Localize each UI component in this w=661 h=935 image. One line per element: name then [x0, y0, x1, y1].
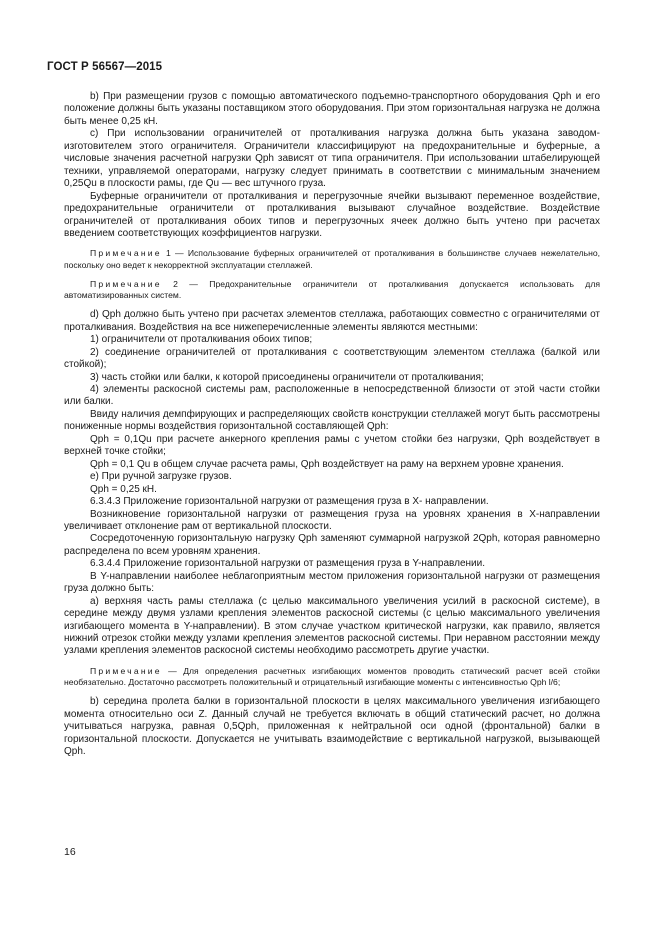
body-paragraph: e) При ручной загрузке грузов. — [90, 471, 232, 483]
note-text: 2 — Предохранительные ограничители от проталкивания допускается использовать для автоматизированных систем. — [64, 278, 600, 301]
body-paragraph: 1) ограничители от проталкивания обоих типов; — [90, 334, 313, 346]
body-paragraph: 4) элементы раскосной системы рам, расположенные в непосредственной близости от этой части стойки или балки. — [64, 383, 600, 408]
note-paragraph — [64, 248, 600, 270]
document-body — [64, 91, 600, 759]
note-paragraph — [64, 279, 600, 301]
body-paragraph: 3) часть стойки или балки, к которой присоединены ограничители от проталкивания; — [90, 371, 484, 383]
body-paragraph: Qph = 0,1Qu при расчете анкерного крепления рамы с учетом стойки без нагрузки, Qph воздействует в верхней точке стойки; — [64, 433, 600, 458]
body-paragraph: Qph = 0,1 Qu в общем случае расчета рамы, Qph воздействует на раму на верхнем уровне хранения. — [90, 458, 564, 470]
page-number: 16 — [64, 846, 76, 858]
body-paragraph: Qph = 0,25 кН. — [90, 483, 157, 495]
body-paragraph: 6.3.4.4 Приложение горизонтальной нагрузки от размещения груза в Y-направлении. — [90, 558, 485, 570]
body-paragraph: d) Qph должно быть учтено при расчетах элементов стеллажа, работающих совместно с ограничителями от проталкивания. Воздействия на все нижеперечисленные элементы являются местными: — [64, 309, 600, 333]
body-paragraph: 2) соединение ограничителей от проталкивания с соответствующим элементом стеллажа (балкой или стойкой); — [64, 346, 600, 371]
body-paragraph: Сосредоточенную горизонтальную нагрузку Qph заменяют суммарной нагрузкой 2Qph, которая равномерно распределена по всем уровням хранения. — [64, 533, 600, 557]
body-paragraph: b) При размещении грузов с помощью автоматического подъемно-транспортного оборудования Qph и его положение должны быть указаны поставщиком этого оборудования. При этом горизонтальная нагрузка не должна быть менее 0,25 кН. — [64, 91, 600, 127]
note-text: — Для определения расчетных изгибающих моментов проводить статический расчет всей стойки необязательно. Достаточно рассмотреть положительный и отрицательный изгибающие моменты с интенсивностью Qph l/6; — [64, 665, 600, 688]
body-paragraph: В Y-направлении наиболее неблагоприятным местом приложения горизонтальной нагрузки от размещения груза должно быть: — [64, 570, 600, 595]
body-paragraph: a) верхняя часть рамы стеллажа (с целью максимального увеличения усилий в раскосной системе), в середине между двумя узлами крепления элементов раскосной системы (с целью максимального увеличения изгибающего момента в Y-направлении). В этом случае участком критической нагрузки, как правило, является нижний отрезок стойки между узлами крепления элементов раскосной системы. При неравном расстоянии между узлами крепления элементов раскосной системы необходимо рассмотреть другие участки. — [64, 595, 600, 657]
body-paragraph: c) При использовании ограничителей от проталкивания нагрузка должна быть указана заводом-изготовителем этого ограничителя. Ограничители классифицируют на предохранительные и буферные, а числовые значения расчетной нагрузки Qph зависят от типа ограничителя. При использовании штабелирующей техники, управляемой операторами, нагрузку следует принимать в соответствии с минимальным значением 0,25Qu в плоскости рамы, где Qu — вес штучного груза. — [64, 128, 600, 190]
document-header: ГОСТ Р 56567—2015 — [47, 61, 163, 73]
note-label: Примечание — [90, 665, 162, 676]
note-paragraph — [64, 666, 600, 688]
body-paragraph: Ввиду наличия демпфирующих и распределяющих свойств конструкции стеллажей могут быть рассмотрены пониженные нормы воздействия горизонтальной составляющей Qph: — [64, 408, 600, 433]
note-label: Примечание — [90, 278, 162, 289]
body-paragraph: b) середина пролета балки в горизонтальной плоскости в целях максимального увеличения изгибающего момента относительно оси Z. Данный случай не требуется включать в общий статический расчет, но должна учитываться нагрузка, равная 0,5Qph, приложенная к нейтральной оси одной (фронтальной) балки в горизонтальной плоскости. Допускается не учитывать взаимодействие с вертикальной нагрузкой, вызывающей Qph. — [64, 696, 600, 758]
body-paragraph: 6.3.4.3 Приложение горизонтальной нагрузки от размещения груза в X- направлении. — [90, 496, 489, 508]
body-paragraph: Буферные ограничители от проталкивания и перегрузочные ячейки вызывают переменное воздействие, предохранительные ограничители от проталкивания вызывают случайное воздействие. Воздействие ограничителей от проталкивания обоих типов и перегрузочных ячеек должно быть учтено при расчетах введением соответствующих коэффициентов нагрузки. — [64, 190, 600, 239]
note-label: Примечание — [90, 248, 162, 259]
body-paragraph: Возникновение горизонтальной нагрузки от размещения груза на уровнях хранения в X-направлении увеличивает отклонение рам от вертикальной плоскости. — [64, 508, 600, 532]
note-text: 1 — Использование буферных ограничителей от проталкивания в большинстве случаев нежелательно, поскольку оно ведет к некорректной эксплуатации стеллажей. — [64, 248, 600, 270]
